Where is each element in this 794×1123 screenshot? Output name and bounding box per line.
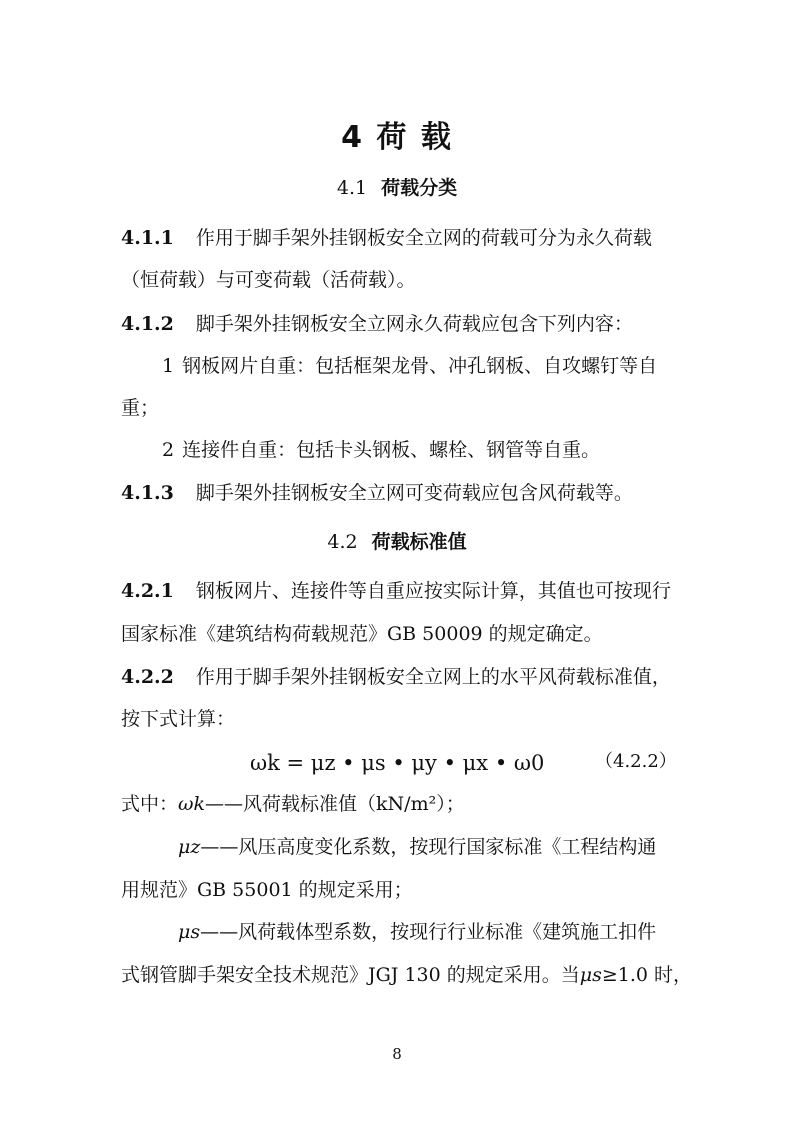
muz-symbol: μz <box>178 836 201 858</box>
item-text: 连接件自重：包括卡头钢板、螺栓、钢管等自重。 <box>182 439 601 461</box>
clause-text: 脚手架外挂钢板安全立网可变荷载应包含风荷载等。 <box>195 482 633 504</box>
wind-load-formula: ωk = μz • μs • μy • μx • ω0 <box>250 751 545 775</box>
section-title: 荷载标准值 <box>371 531 467 553</box>
clause-number: 4.2.2 <box>121 666 174 688</box>
clause-number: 4.1.2 <box>121 313 174 335</box>
clause-text: 作用于脚手架外挂钢板安全立网上的水平风荷载标准值， <box>195 666 671 688</box>
chapter-title: 4 荷 载 <box>341 120 453 155</box>
wk-text: ——风荷载标准值（kN/m²）； <box>205 793 465 815</box>
clause-number: 4.2.1 <box>121 580 174 602</box>
wk-symbol: ωk <box>178 793 206 815</box>
clause-text: 作用于脚手架外挂钢板安全立网的荷载可分为永久荷载 <box>195 227 652 249</box>
clause-4-2-1-line2: 国家标准《建筑结构荷载规范》GB 50009 的规定确定。 <box>121 623 603 645</box>
clause-text: 脚手架外挂钢板安全立网永久荷载应包含下列内容： <box>195 313 633 335</box>
page-number: 8 <box>392 1045 402 1063</box>
section-number: 4.2 <box>327 531 358 553</box>
mus-symbol: μs <box>178 921 201 943</box>
clause-4-2-2-line1 <box>121 665 671 689</box>
mus-text: ——风荷载体型系数，按现行行业标准《建筑施工扣件 <box>200 921 657 943</box>
clause-4-1-1-line1 <box>121 226 652 250</box>
section-heading-4-1 <box>0 176 794 200</box>
definition-muz-line2: 用规范》GB 55001 的规定采用； <box>121 879 413 901</box>
clause-4-1-2-item1-line1 <box>162 354 657 378</box>
item-number: 1 <box>162 355 175 377</box>
item-text: 钢板网片自重：包括框架龙骨、冲孔钢板、自攻螺钉等自 <box>182 355 658 377</box>
definition-muz-line1 <box>178 835 656 859</box>
mus-text-2: 式钢管脚手架安全技术规范》JGJ 130 的规定采用。当 <box>121 964 580 986</box>
section-heading-4-2 <box>0 530 794 554</box>
clause-4-1-1-line2: （恒荷载）与可变荷载（活荷载）。 <box>121 269 416 291</box>
mus-text-tail: ≥1.0 时， <box>601 964 693 986</box>
mus-symbol-inline: μs <box>579 964 602 986</box>
clause-number: 4.1.1 <box>121 227 174 249</box>
formula-number: （4.2.2） <box>595 751 677 772</box>
clause-4-2-1-line1 <box>121 579 671 603</box>
item-number: 2 <box>162 439 175 461</box>
clause-4-2-2-line2: 按下式计算： <box>121 708 236 730</box>
clause-text: 钢板网片、连接件等自重应按实际计算，其值也可按现行 <box>195 580 671 602</box>
clause-number: 4.1.3 <box>121 482 174 504</box>
definition-mus-line1 <box>178 920 656 944</box>
clause-4-1-2-item1-line2: 重； <box>121 397 160 419</box>
definition-mus-line2 <box>121 963 692 987</box>
clause-4-1-2-item2 <box>162 438 600 462</box>
clause-4-1-3 <box>121 481 633 505</box>
clause-4-1-2 <box>121 312 633 336</box>
definition-wk <box>121 792 465 816</box>
definition-intro: 式中： <box>121 793 179 815</box>
muz-text: ——风压高度变化系数，按现行国家标准《工程结构通 <box>200 836 657 858</box>
section-title: 荷载分类 <box>381 177 458 199</box>
section-number: 4.1 <box>336 177 368 199</box>
